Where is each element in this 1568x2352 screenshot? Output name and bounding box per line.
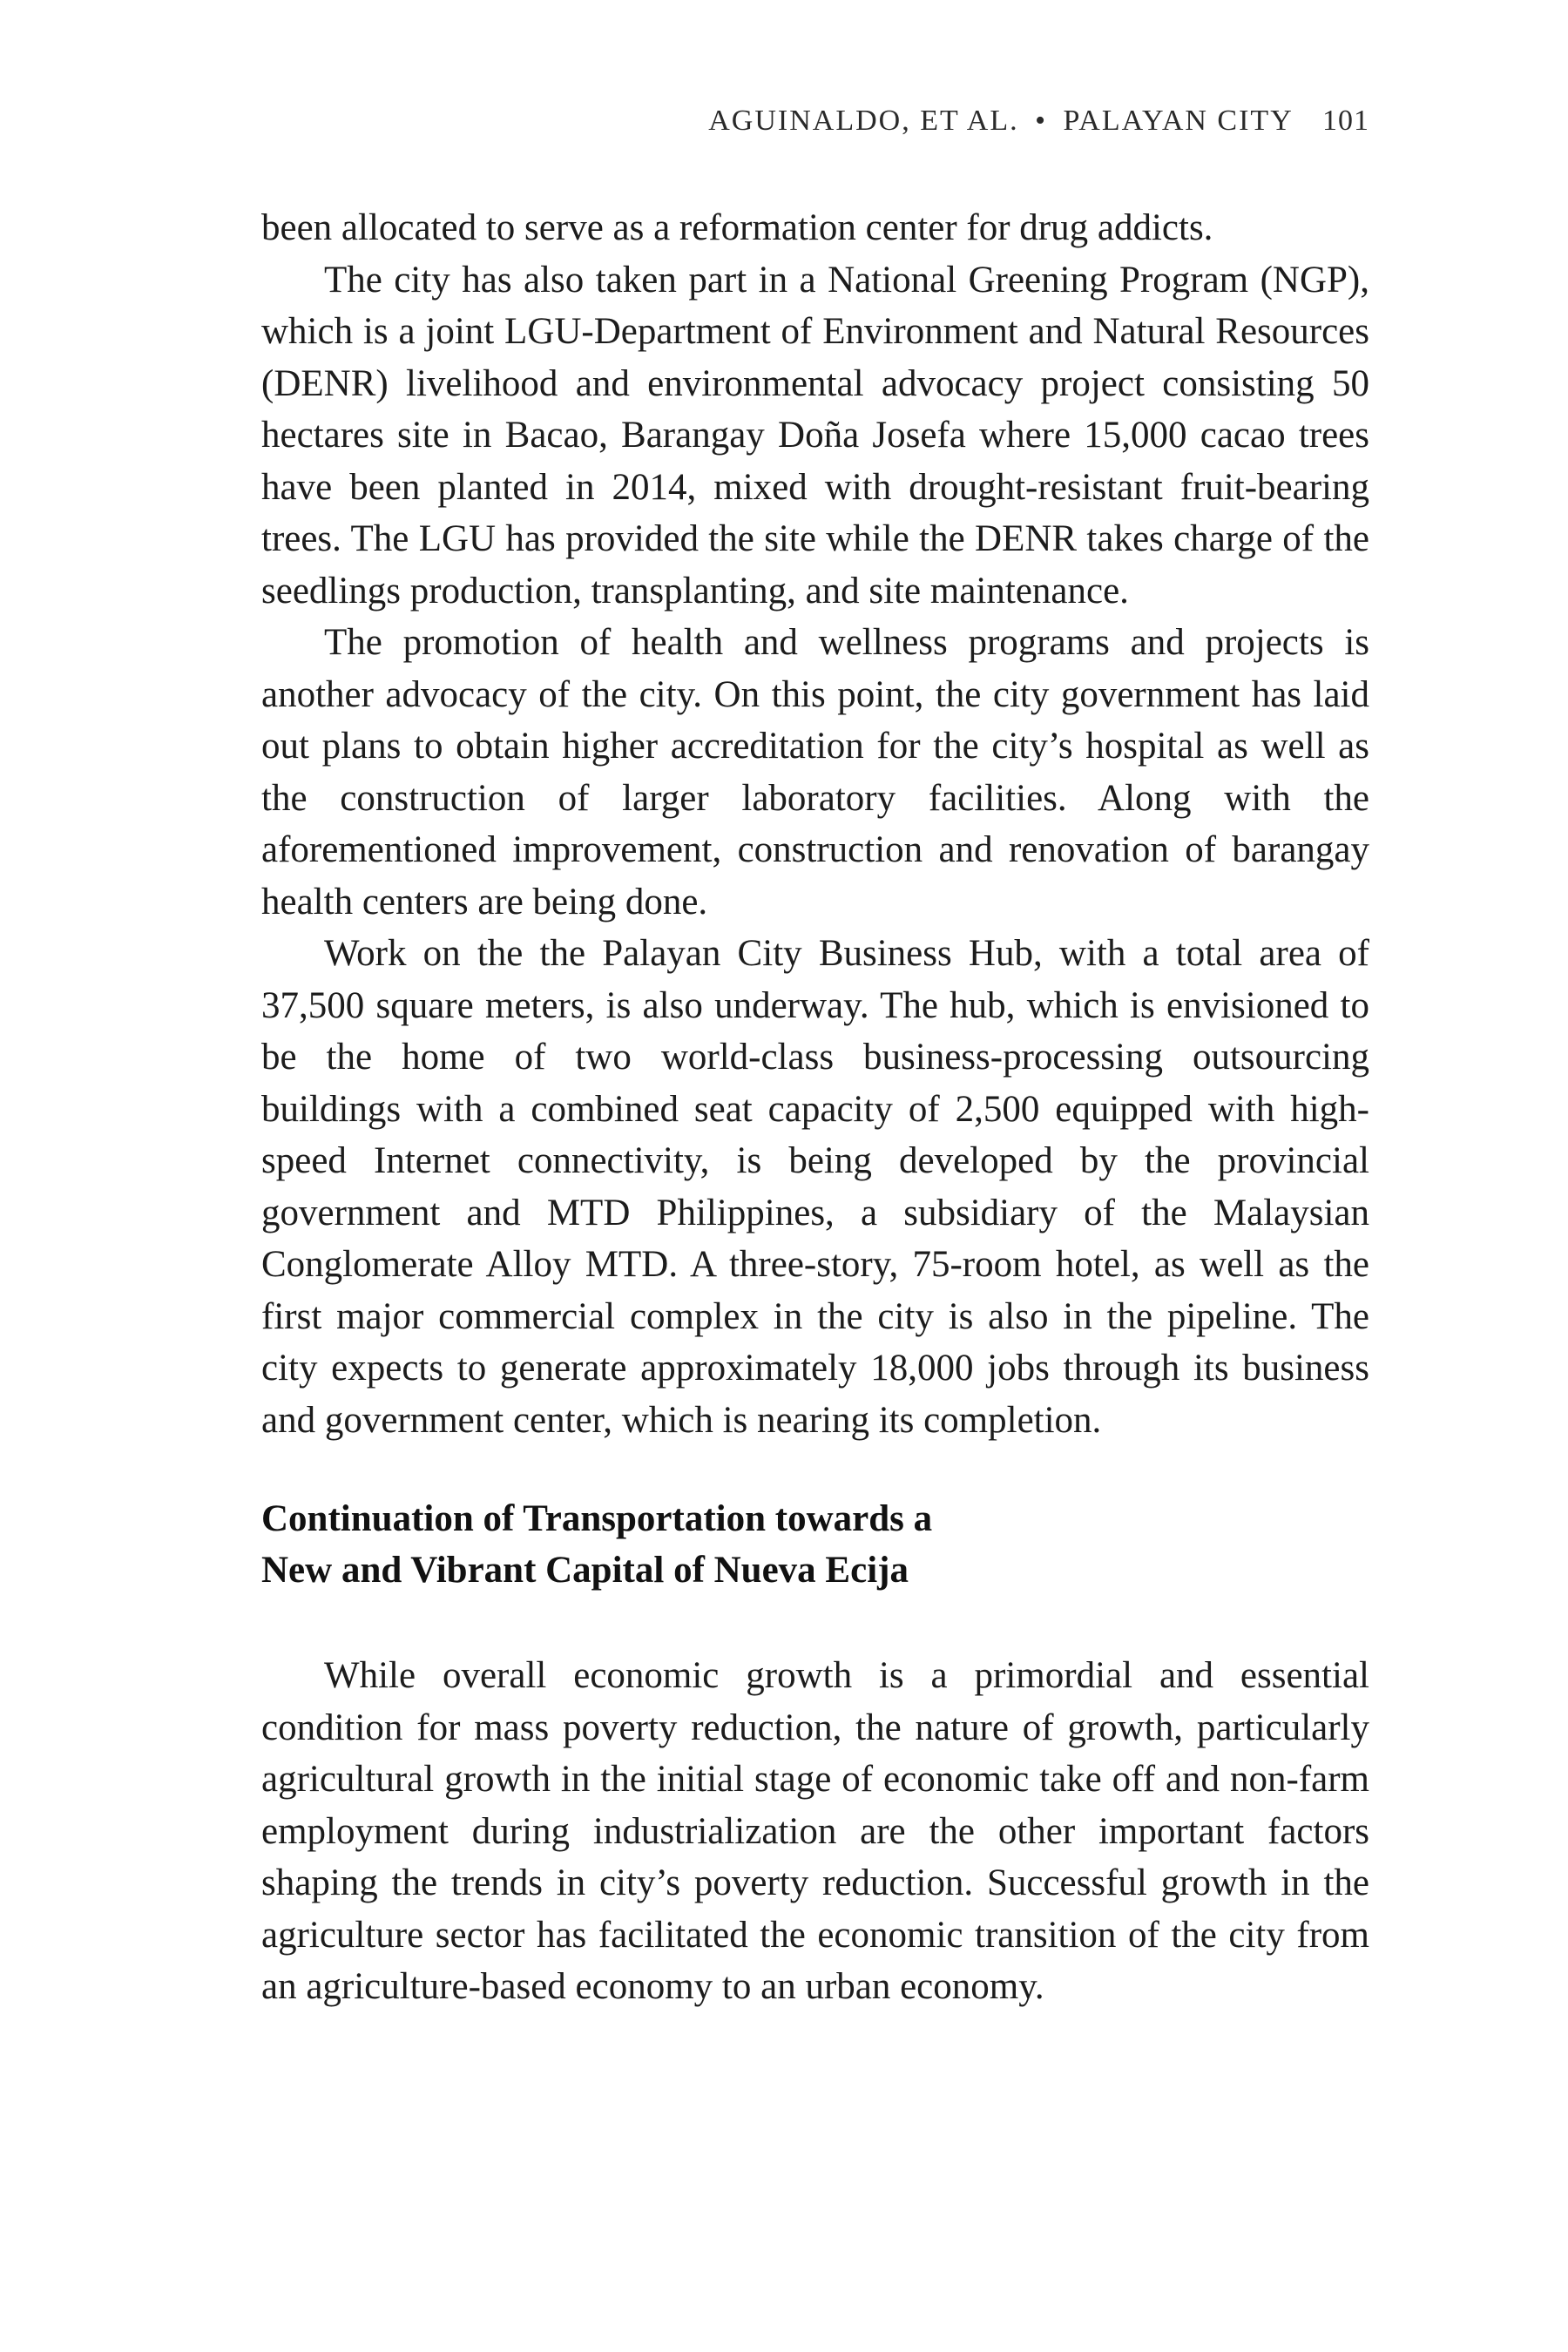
paragraph-economic-growth: While overall economic growth is a primordial and essential condition for mass poverty reduction, the nature of growth, particularly agricultural growth in the initial stage of economic take off and non-farm employment during industrialization are the other important factors shaping the trends in city’s poverty reduction. Successful growth in the agriculture sector has facilitated the economic transition of the city from an agriculture-based economy to an urban economy. [261,1655,1369,2007]
running-head-title: PALAYAN CITY [1063,105,1293,137]
paragraph-greening-program: The city has also taken part in a National Greening Program (NGP), which is a joint LGU-Department of Environment and Natural Resources (DENR) livelihood and environmental advocacy project consisting 50 hectares site in Bacao, Barangay Doña Josefa where 15,000 cacao trees have been planted in 2014, mixed with drought-resistant fruit-bearing trees. The LGU has provided the site while the DENR takes charge of the seedlings production, transplanting, and site maintenance. [261,259,1369,612]
paragraph-continuation: been allocated to serve as a reformation center for drug addicts. [261,207,1213,248]
body-text [261,202,1369,2013]
running-head-authors: AGUINALDO, ET AL. [708,105,1019,137]
paragraph-business-hub: Work on the the Palayan City Business Hub, with a total area of 37,500 square meters, is also underway. The hub, which is envisioned to be the home of two world-class business-processing outsourcing buildings with a combined seat capacity of 2,500 equipped with high-speed Internet connectivity, is being developed by the provincial government and MTD Philippines, a subsidiary of the Malaysian Conglomerate Alloy MTD. A three-story, 75-room hotel, as well as the first major commercial complex in the city is also in the pipeline. The city expects to generate approximately 18,000 jobs through its business and government center, which is nearing its completion. [261,933,1369,1441]
running-head-separator: • [1035,105,1047,137]
page-number: 101 [1322,105,1369,137]
section-heading-line-1: Continuation of Transportation towards a [261,1498,933,1539]
running-head [261,105,1369,138]
paragraph-health-wellness: The promotion of health and wellness programs and projects is another advocacy of the city. On this point, the city government has laid out plans to obtain higher accreditation for the city’s hospital as well as the construction of larger laboratory facilities. Along with the aforementioned improvement, construction and renovation of barangay health centers are being done. [261,622,1369,923]
section-heading [261,1493,1369,1596]
section-heading-line-2: New and Vibrant Capital of Nueva Ecija [261,1550,909,1591]
